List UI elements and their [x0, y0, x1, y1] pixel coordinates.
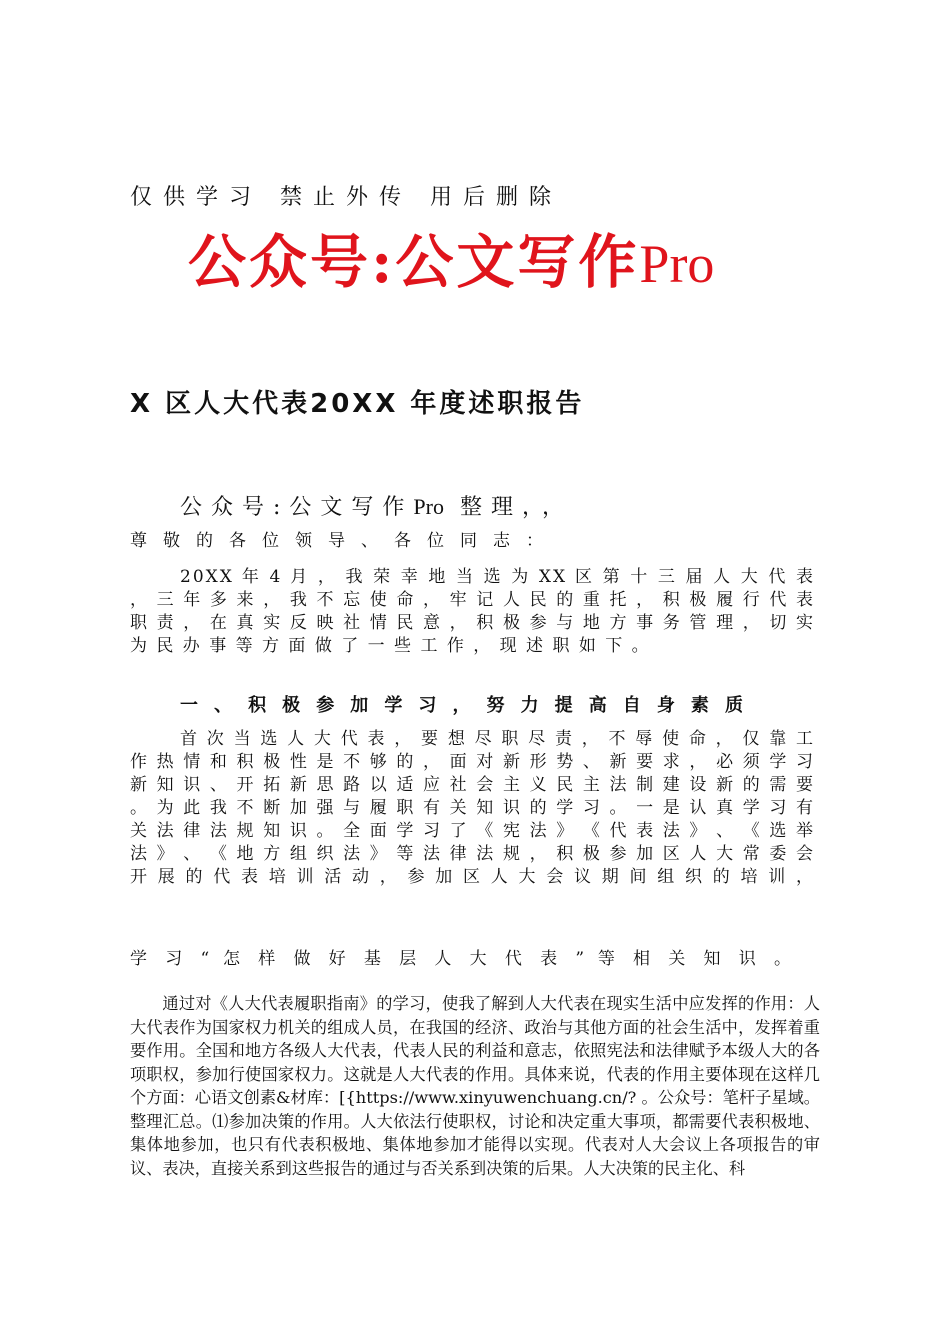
document-title: X 区人大代表20XX 年度述职报告 — [130, 389, 585, 419]
greeting: 尊敬的各位领导、各位同志： — [130, 531, 559, 551]
subtitle-tail: 整理，， — [443, 495, 573, 520]
document-subtitle — [180, 490, 573, 521]
brand-suffix: Pro — [639, 234, 715, 294]
brand-main: 公众号:公文写作 — [188, 228, 640, 296]
subtitle-cn: 公众号:公文写作 — [180, 495, 414, 520]
paragraph-study-last-line: 学 习 “ 怎 样 做 好 基 层 人 大 代 表 ” 等 相 关 知 识 。 — [130, 949, 793, 969]
usage-notice: 仅供学习 禁止外传 用后删除 — [130, 185, 562, 210]
subtitle-pro: Pro — [413, 494, 444, 519]
paragraph-role: 通过对《人大代表履职指南》的学习，使我了解到人大代表在现实生活中应发挥的作用：人大代表作为国家权力机关的组成人员，在我国的经济、政治与其他方面的社会生活中，发挥着重要作用。全国和地方各级人大代表，代表人民的利益和意志，依照宪法和法律赋予本级人大的各项职权，参加行使国家权力。这就是人大代表的作用。具体来说，代表的作用主要体现在这样几个方面：心语文创素&材库：[{https://www.xinyuwenchuang.cn/? 。公众号：笔杆子星域。整理汇总。⑴参加决策的作用。人大依法行使职权，讨论和决定重大事项，都需要代表积极地、集体地参加，也只有代表积极地、集体地参加才能得以实现。代表对人大会议上各项报告的审议、表决，直接关系到这些报告的通过与否关系到决策的后果。人大决策的民主化、科 — [130, 994, 820, 1178]
paragraph-intro: 20XX 年 4 月 ， 我 荣 幸 地 当 选 为 XX 区 第 十 三 届 人 大 代 表 ， 三 年 多 来 ， 我 不 忘 使 命 ， 牢 记 人 民 的 重 托 ， 积 极 履 行 代 表 职 责 ， 在 真 实 反 映 社 情 民 意 ， 积 极 参 与 地 方 事 务 管 理 ， 切 实 为 民 办 事 等 方 面 做 了 一 些 工 作 ， 现 述 职 如 下 。 — [130, 567, 815, 656]
paragraph-study: 首 次 当 选 人 大 代 表 ， 要 想 尽 职 尽 责 ， 不 辱 使 命 ， 仅 靠 工 作 热 情 和 积 极 性 是 不 够 的 ， 面 对 新 形 势 、 新 要 求 ， 必 须 学 习 新 知 识 、 开 拓 新 思 路 以 适 应 社 会 主 义 民 主 法 制 建 设 新 的 需 要 。 为 此 我 不 断 加 强 与 履 职 有 关 知 识 的 学 习 。 一 是 认 真 学 习 有 关 法 律 法 规 知 识 。 全 面 学 习 了 《 宪 法 》 《 代 表 法 》 、 《 选 举 法 》 、 《 地 方 组 织 法 》 等 法 律 法 规 ， 积 极 参 加 区 人 大 常 委 会 开 展 的 代 表 培 训 活 动 ， 参 加 区 人 大 会 议 期 间 组 织 的 培 训 ， — [130, 729, 815, 887]
brand-banner — [188, 222, 714, 304]
section-heading-1: 一 、 积 极 参 加 学 习 ， 努 力 提 高 自 身 素 质 — [180, 695, 745, 716]
